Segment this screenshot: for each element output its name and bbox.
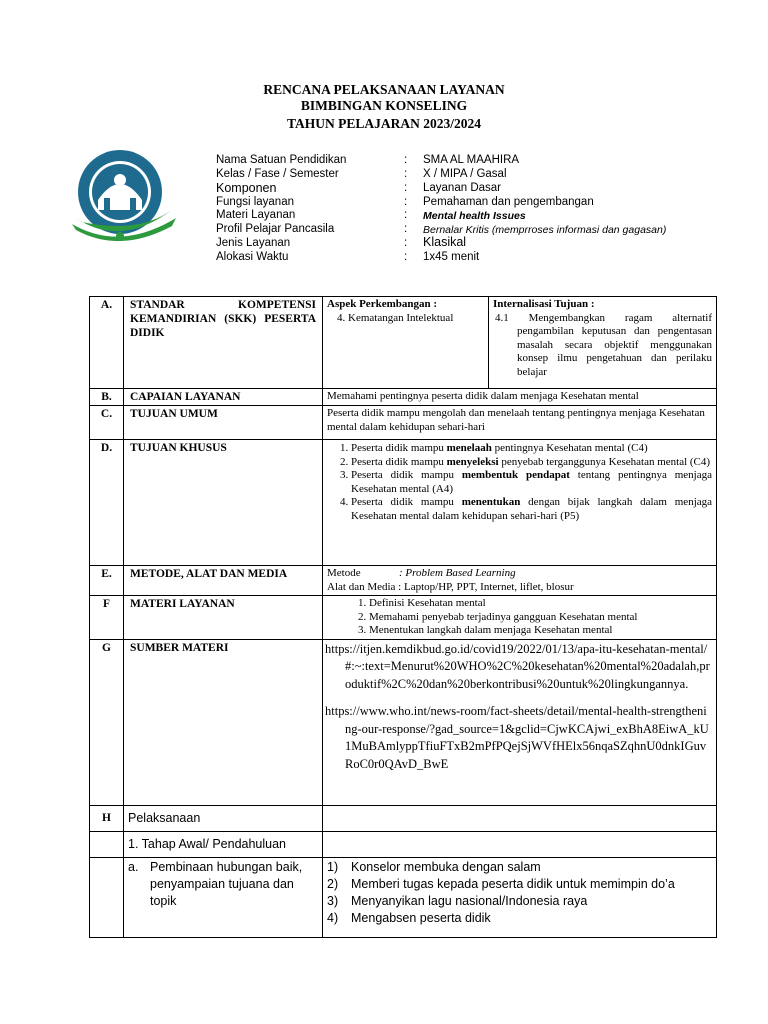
identity-label: Kelas / Fase / Semester (216, 168, 339, 180)
rpl-table (89, 296, 717, 938)
list-item: 3. Peserta didik mampu membentuk pendapat tentang pentingnya menjaga Kesehatan mental (A4) (351, 469, 712, 496)
row-code: C. (90, 406, 124, 440)
source-link-2[interactable]: https://www.who.int/news-room/fact-sheets/detail/mental-health-strengthening-our-response/?gad_source=1&gclid=CjwKCAjwi_exBhA8EiwA_kU1MuBAmlyppTfiuFTxB2mPfPQejSjWVfHElx56nqaSZqhnU0dnkIGuvRoC0r0QAvD_BwE (325, 704, 709, 771)
identity-value: SMA AL MAAHIRA (423, 154, 520, 166)
internalisasi-value: 4.1 Mengembangkan ragam alternatif pengambilan keputusan dan pengentasan masalah secara objektif menggunakan konsep ilmu pengetahuan dan perilaku belajar (495, 311, 712, 378)
tujuan-khusus-list (323, 440, 717, 566)
list-item: 2. Peserta didik mampu menyeleksi penyebab terganggunya Kesehatan mental (C4) (351, 456, 712, 470)
list-item: 4. Peserta didik mampu menentukan dengan bijak langkah dalam menjaga Kesehatan mental dalam kehidupan sehari-hari (P5) (351, 496, 712, 523)
row-code: F (90, 596, 124, 640)
table-row-g (90, 639, 717, 805)
row-label: Pelaksanaan (124, 805, 323, 831)
row-code: A. (90, 297, 124, 389)
row-code: D. (90, 440, 124, 566)
aspek-title: Aspek Perkembangan : (327, 298, 438, 310)
steps-cell (323, 857, 717, 937)
table-row-stage (90, 831, 717, 857)
list-item: 3. Menentukan langkah dalam menjaga Kesehatan mental (369, 624, 712, 638)
alat-media-line: Alat dan Media : Laptop/HP, PPT, Internet, liflet, blosur (327, 580, 574, 593)
row-label: CAPAIAN LAYANAN (124, 389, 323, 406)
title-line-1: RENCANA PELAKSANAAN LAYANAN (263, 82, 505, 97)
table-row-b (90, 389, 717, 406)
identity-label: Materi Layanan (216, 209, 296, 221)
identity-label: Fungsi layanan (216, 196, 294, 208)
table-row-h (90, 805, 717, 831)
empty-cell (90, 831, 124, 857)
list-item: 3) Menyanyikan lagu nasional/Indonesia raya (327, 893, 588, 908)
identity-value: Mental health Issues (423, 210, 526, 222)
identity-label: Alokasi Waktu (216, 251, 289, 263)
identity-value: 1x45 menit (423, 251, 480, 263)
materi-list (323, 596, 717, 640)
row-label: MATERI LAYANAN (124, 596, 323, 640)
table-row-a (90, 297, 717, 389)
identity-value: X / MIPA / Gasal (423, 168, 507, 180)
row-code: E. (90, 566, 124, 596)
row-label: TUJUAN KHUSUS (124, 440, 323, 566)
identity-colon: : (404, 223, 408, 235)
row-label: STANDAR KOMPETENSI KEMANDIRIAN (SKK) PESERTA DIDIK (124, 297, 323, 389)
identity-colon: : (404, 237, 408, 249)
table-row-f (90, 596, 717, 640)
list-item: 4) Mengabsen peserta didik (327, 910, 491, 925)
stage-label: 1. Tahap Awal/ Pendahuluan (124, 831, 323, 857)
internalisasi-cell (489, 297, 717, 389)
sumber-cell (323, 639, 717, 805)
list-item: 1. Peserta didik mampu menelaah pentingnya Kesehatan mental (C4) (351, 442, 712, 456)
identity-colon: : (404, 196, 408, 208)
identity-value: Pemahaman dan pengembangan (423, 196, 594, 208)
table-row-c (90, 406, 717, 440)
list-item: 1. Definisi Kesehatan mental (369, 597, 712, 611)
identity-colon: : (404, 251, 408, 263)
list-item: 2) Memberi tugas kepada peserta didik untuk memimpin do’a (327, 876, 675, 891)
empty-cell (90, 857, 124, 937)
table-row-stage-a (90, 857, 717, 937)
row-code: G (90, 639, 124, 805)
table-row-e (90, 566, 717, 596)
identity-label: Nama Satuan Pendidikan (216, 154, 347, 166)
row-label: SUMBER MATERI (124, 639, 323, 805)
row-code: B. (90, 389, 124, 406)
row-code: H (90, 805, 124, 831)
identity-colon: : (404, 182, 408, 194)
list-item: 2. Memahami penyebab terjadinya gangguan Kesehatan mental (369, 611, 712, 625)
empty-cell (323, 805, 717, 831)
row-value: Memahami pentingnya peserta didik dalam menjaga Kesehatan mental (323, 389, 717, 406)
identity-value: Klasikal (423, 235, 467, 249)
title-line-3: TAHUN PELAJARAN 2023/2024 (286, 116, 481, 131)
identity-label: Komponen (216, 181, 277, 195)
aspek-value: 4. Kematangan Intelektual (337, 311, 454, 324)
sub-marker: a. (128, 859, 139, 874)
internalisasi-title: Internalisasi Tujuan : (493, 298, 595, 310)
aspek-cell (323, 297, 489, 389)
row-value: Peserta didik mampu mengolah dan menelaah tentang pentingnya menjaga Kesehatan mental dalam kehidupan sehari-hari (323, 406, 717, 440)
identity-label: Profil Pelajar Pancasila (216, 223, 335, 235)
school-logo-icon (68, 148, 180, 248)
list-item: 1) Konselor membuka dengan salam (327, 859, 541, 874)
sub-stage-cell (124, 857, 323, 937)
identity-label: Jenis Layanan (216, 237, 291, 249)
identity-colon: : (404, 154, 408, 166)
empty-cell (323, 831, 717, 857)
identity-value: Bernalar Kritis (memprroses informasi dan gagasan) (423, 224, 667, 236)
metode-cell (323, 566, 717, 596)
metode-line: Metode : Problem Based Learning (327, 567, 516, 579)
identity-colon: : (404, 168, 408, 180)
row-label: TUJUAN UMUM (124, 406, 323, 440)
source-link-1[interactable]: https://itjen.kemdikbud.go.id/covid19/2022/01/13/apa-itu-kesehatan-mental/#:~:text=Menurut%20WHO%2C%20kesehatan%20mental%20adalah,produktif%2C%20dan%20berkontribusi%20untuk%20lingkungannya. (325, 641, 710, 691)
row-label: METODE, ALAT DAN MEDIA (124, 566, 323, 596)
identity-value: Layanan Dasar (423, 182, 501, 194)
identity-colon: : (404, 209, 408, 221)
sub-stage-label: Pembinaan hubungan baik, penyampaian tujuana dan topik (150, 859, 303, 908)
title-line-2: BIMBINGAN KONSELING (300, 98, 468, 113)
table-row-d (90, 440, 717, 566)
